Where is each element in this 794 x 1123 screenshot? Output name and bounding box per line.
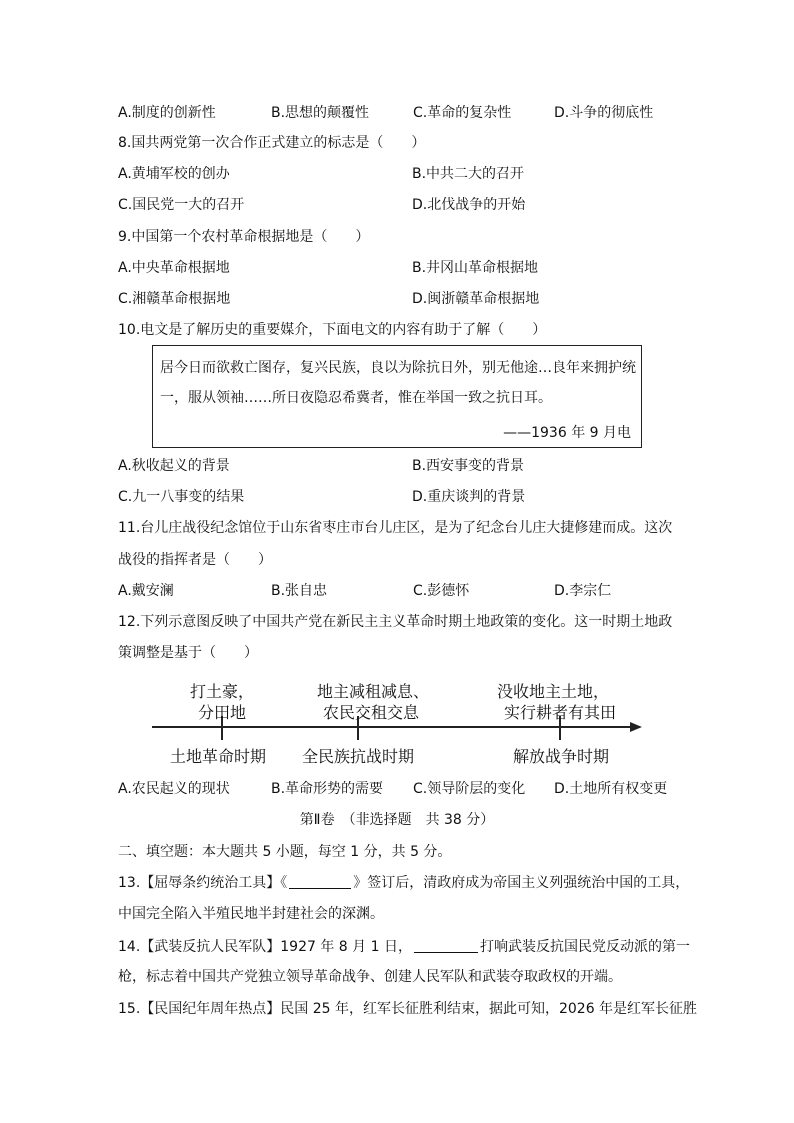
q15-line-1: 15.【民国纪年周年热点】民国 25 年，红军长征胜利结束，据此可知，2026 年是红军长征胜 [118, 1001, 698, 1017]
q11-option-c: C.彭德怀 [413, 583, 470, 599]
q12-option-c: C.领导阶层的变化 [413, 781, 526, 797]
q11-option-a: A.戴安澜 [118, 583, 174, 599]
telegram-quote-line-1: 居今日而欲救亡图存，复兴民族，良以为除抗日外，别无他途…良年来拥护统 [160, 360, 636, 376]
q8-option-b: B.中共二大的召开 [412, 166, 525, 182]
q12-option-b: B.革命形势的需要 [271, 781, 384, 797]
q9-option-c: C.湘赣革命根据地 [118, 291, 231, 307]
q8-option-d: D.北伐战争的开始 [412, 197, 526, 213]
telegram-quote-line-2: 一，服从领袖……所日夜隐忍希冀者，惟在举国一致之抗日耳。 [160, 390, 552, 406]
q11-stem-line-1: 11.台儿庄战役纪念馆位于山东省枣庄市台儿庄区，是为了纪念台儿庄大捷修建而成。这次 [118, 520, 673, 536]
q10-option-a: A.秋收起义的背景 [118, 458, 230, 474]
policy-3-line-1: 没收地主土地， [496, 682, 610, 701]
q7-option-a: A.制度的创新性 [118, 105, 216, 121]
q14-text-a: 14.【武装反抗人民军队】1927 年 8 月 1 日， [118, 939, 412, 955]
q10-option-b: B.西安事变的背景 [412, 458, 525, 474]
telegram-source: ——1936 年 9 月电 [503, 425, 631, 441]
q9-option-a: A.中央革命根据地 [118, 260, 230, 276]
q14-text-b: 打响武装反抗国民党反动派的第一 [479, 939, 690, 955]
q14-line-2: 枪，标志着中国共产党独立领导革命战争、创建人民军队和武装夺取政权的开端。 [118, 969, 622, 985]
period-2-label: 全民族抗战时期 [301, 747, 415, 766]
q8-stem: 8.国共两党第一次合作正式建立的标志是（ ） [118, 135, 426, 151]
q7-option-b: B.思想的颠覆性 [271, 105, 370, 121]
q8-option-c: C.国民党一大的召开 [118, 197, 245, 213]
policy-3-line-2: 实行耕者有其田 [503, 703, 617, 722]
q13-answer-blank[interactable] [289, 874, 351, 889]
q8-option-a: A.黄埔军校的创办 [118, 166, 230, 182]
q13-text-b: 》签订后，清政府成为帝国主义列强统治中国的工具， [353, 875, 690, 891]
q9-option-d: D.闽浙赣革命根据地 [412, 291, 540, 307]
q12-stem-line-2: 策调整是基于（ ） [118, 645, 258, 661]
q7-option-c: C.革命的复杂性 [413, 105, 512, 121]
timeline-arrow-icon [630, 722, 642, 732]
part2-heading: 二、填空题：本大题共 5 小题，每空 1 分，共 5 分。 [118, 844, 452, 860]
q10-option-c: C.九一八事变的结果 [118, 489, 245, 505]
q9-stem: 9.中国第一个农村革命根据地是（ ） [118, 229, 370, 245]
q13-line-1 [118, 873, 689, 893]
section-title: 第Ⅱ卷 （非选择题 共 38 分） [299, 812, 495, 828]
policy-2-line-2: 农民交租交息 [322, 703, 420, 722]
policy-1-line-1: 打土豪， [189, 682, 255, 701]
q9-option-b: B.井冈山革命根据地 [412, 260, 539, 276]
q13-line-2: 中国完全陷入半殖民地半封建社会的深渊。 [118, 906, 384, 922]
q13-text-a: 13.【屈辱条约统治工具】《 [118, 875, 288, 891]
q14-answer-blank[interactable] [414, 938, 478, 953]
q14-line-1 [118, 937, 690, 957]
policy-2-line-1: 地主减租减息、 [316, 682, 430, 701]
q12-option-d: D.土地所有权变更 [554, 781, 668, 797]
q10-stem: 10.电文是了解历史的重要媒介，下面电文的内容有助于了解（ ） [118, 322, 547, 338]
policy-1-line-2: 分田地 [197, 703, 247, 722]
q12-option-a: A.农民起义的现状 [118, 781, 230, 797]
q12-stem-line-1: 12.下列示意图反映了中国共产党在新民主主义革命时期土地政策的变化。这一时期土地政 [118, 614, 673, 630]
period-3-label: 解放战争时期 [512, 747, 610, 766]
q11-option-d: D.李宗仁 [554, 583, 612, 599]
q10-option-d: D.重庆谈判的背景 [412, 489, 526, 505]
q7-option-d: D.斗争的彻底性 [554, 105, 654, 121]
q11-option-b: B.张自忠 [271, 583, 328, 599]
q11-stem-line-2: 战役的指挥者是（ ） [118, 552, 272, 568]
period-1-label: 土地革命时期 [169, 747, 267, 766]
